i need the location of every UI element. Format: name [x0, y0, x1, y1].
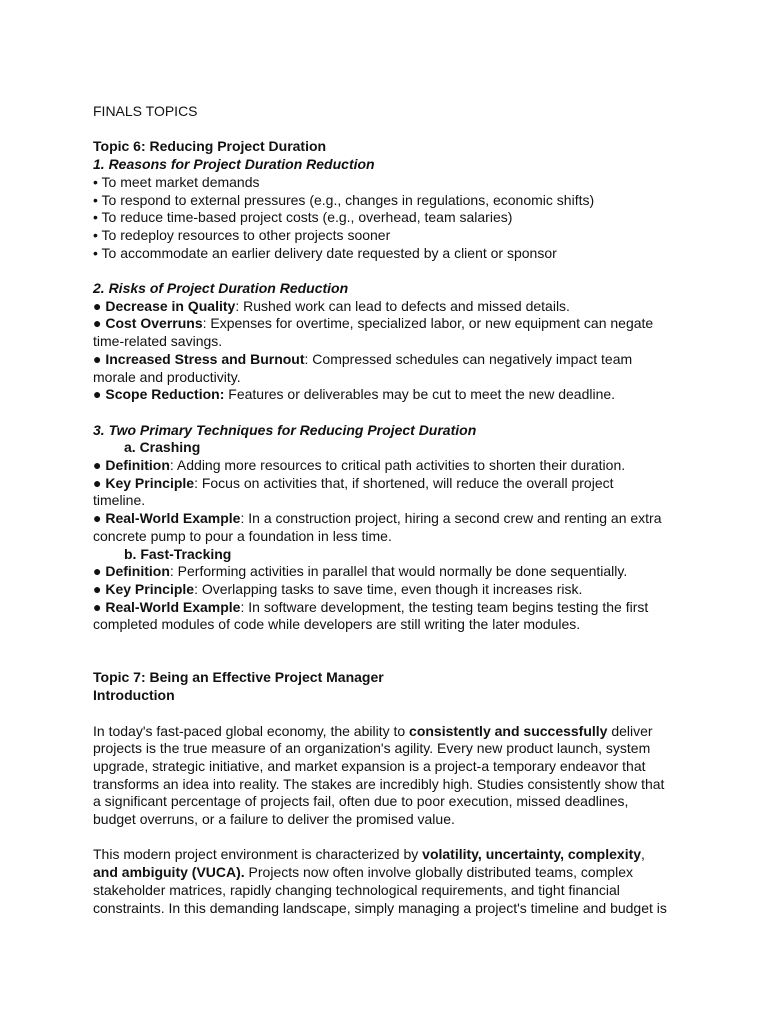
term: Key Principle	[105, 474, 195, 491]
term: Increased Stress and Burnout	[105, 350, 305, 367]
bullet: ●	[93, 580, 106, 597]
term: Scope Reduction:	[105, 386, 225, 403]
list-item: • To redeploy resources to other projects sooner	[93, 226, 391, 243]
list-item	[93, 599, 693, 617]
paragraph-line: constraints. In this demanding landscape, simply managing a project's timeline and budget is	[93, 899, 667, 916]
bullet: ●	[93, 457, 106, 474]
paragraph-line: budget overruns, or a failure to deliver the promised value.	[93, 811, 455, 828]
desc: : In a construction project, hiring a second crew and renting an extra	[240, 510, 662, 527]
emphasis: volatility, uncertainty, complexity	[422, 846, 642, 863]
desc: : Overlapping tasks to save time, even though it increases risk.	[194, 580, 583, 597]
term: Definition	[105, 563, 170, 580]
paragraph-line: stakeholder matrices, rapidly changing technological requirements, and tight financial	[93, 881, 620, 898]
text-run: Projects now often involve globally distributed teams, complex	[244, 864, 633, 881]
emphasis: consistently and successfully	[409, 722, 608, 739]
paragraph-line	[93, 864, 693, 882]
topic7-heading: Topic 7: Being an Effective Project Manager	[93, 669, 384, 686]
term: Definition	[105, 457, 170, 474]
list-item	[93, 298, 693, 316]
list-item	[93, 510, 693, 528]
topic6-s3-heading: 3. Two Primary Techniques for Reducing Project Duration	[93, 421, 477, 438]
document-page	[93, 103, 693, 917]
list-item-continuation: concrete pump to pour a foundation in less time.	[93, 527, 392, 544]
bullet: ●	[93, 350, 106, 367]
term: Real-World Example	[105, 510, 241, 527]
bullet: ●	[93, 386, 106, 403]
list-item: • To respond to external pressures (e.g., changes in regulations, economic shifts)	[93, 191, 595, 208]
paragraph-line: upgrade, strategic initiative, and market expansion is a project-a temporary endeavor that	[93, 757, 646, 774]
bullet: ●	[93, 563, 106, 580]
list-item	[93, 386, 693, 404]
emphasis: and ambiguity (VUCA).	[93, 864, 245, 881]
subsection-heading-crashing: a. Crashing	[124, 439, 201, 456]
paragraph-line	[93, 846, 693, 864]
desc: : In software development, the testing team begins testing the first	[240, 598, 649, 615]
list-item-continuation: timeline.	[93, 492, 146, 509]
paragraph-line: transforms an idea into reality. The stakes are incredibly high. Studies consistently show that	[93, 775, 665, 792]
bullet: ●	[93, 297, 106, 314]
desc: : Compressed schedules can negatively impact team	[304, 350, 633, 367]
bullet: ●	[93, 315, 106, 332]
introduction-heading: Introduction	[93, 687, 175, 704]
paragraph-line	[93, 723, 693, 741]
bullet: ●	[93, 598, 106, 615]
list-item-continuation: morale and productivity.	[93, 368, 241, 385]
text-run: ,	[641, 846, 645, 863]
term: Cost Overruns	[105, 315, 203, 332]
subsection-heading-fast-tracking: b. Fast-Tracking	[124, 545, 232, 562]
desc: : Focus on activities that, if shortened, will reduce the overall project	[194, 474, 614, 491]
list-item	[93, 315, 693, 333]
list-item: • To reduce time-based project costs (e.g., overhead, team salaries)	[93, 209, 513, 226]
topic6-heading: Topic 6: Reducing Project Duration	[93, 138, 327, 155]
list-item	[93, 475, 693, 493]
desc: Features or deliverables may be cut to meet the new deadline.	[224, 386, 616, 403]
list-item	[93, 457, 693, 475]
list-item-continuation: completed modules of code while developers are still writing the later modules.	[93, 616, 581, 633]
list-item	[93, 351, 693, 369]
topic6-s1-heading: 1. Reasons for Project Duration Reduction	[93, 156, 375, 173]
term: Decrease in Quality	[105, 297, 236, 314]
term: Real-World Example	[105, 598, 241, 615]
desc: : Expenses for overtime, specialized labor, or new equipment can negate	[202, 315, 654, 332]
desc: : Adding more resources to critical path activities to shorten their duration.	[169, 457, 626, 474]
list-item: • To accommodate an earlier delivery date requested by a client or sponsor	[93, 244, 557, 261]
desc: : Rushed work can lead to defects and missed details.	[235, 297, 570, 314]
topic6-s2-heading: 2. Risks of Project Duration Reduction	[93, 280, 349, 296]
text-run: In today's fast-paced global economy, the ability to	[93, 722, 410, 739]
term: Key Principle	[105, 580, 195, 597]
text-run: deliver	[607, 722, 653, 739]
list-item-continuation: time-related savings.	[93, 333, 223, 350]
paragraph-line: projects is the true measure of an organization's agility. Every new product launch, system	[93, 740, 651, 757]
text-run: This modern project environment is characterized by	[93, 846, 423, 863]
list-item	[93, 563, 693, 581]
paragraph-line: a significant percentage of projects fail, often due to poor execution, missed deadlines,	[93, 793, 629, 810]
document-title: FINALS TOPICS	[93, 103, 198, 119]
desc: : Performing activities in parallel that would normally be done sequentially.	[169, 563, 628, 580]
list-item	[93, 581, 693, 599]
bullet: ●	[93, 510, 106, 527]
list-item: • To meet market demands	[93, 173, 260, 190]
bullet: ●	[93, 474, 106, 491]
